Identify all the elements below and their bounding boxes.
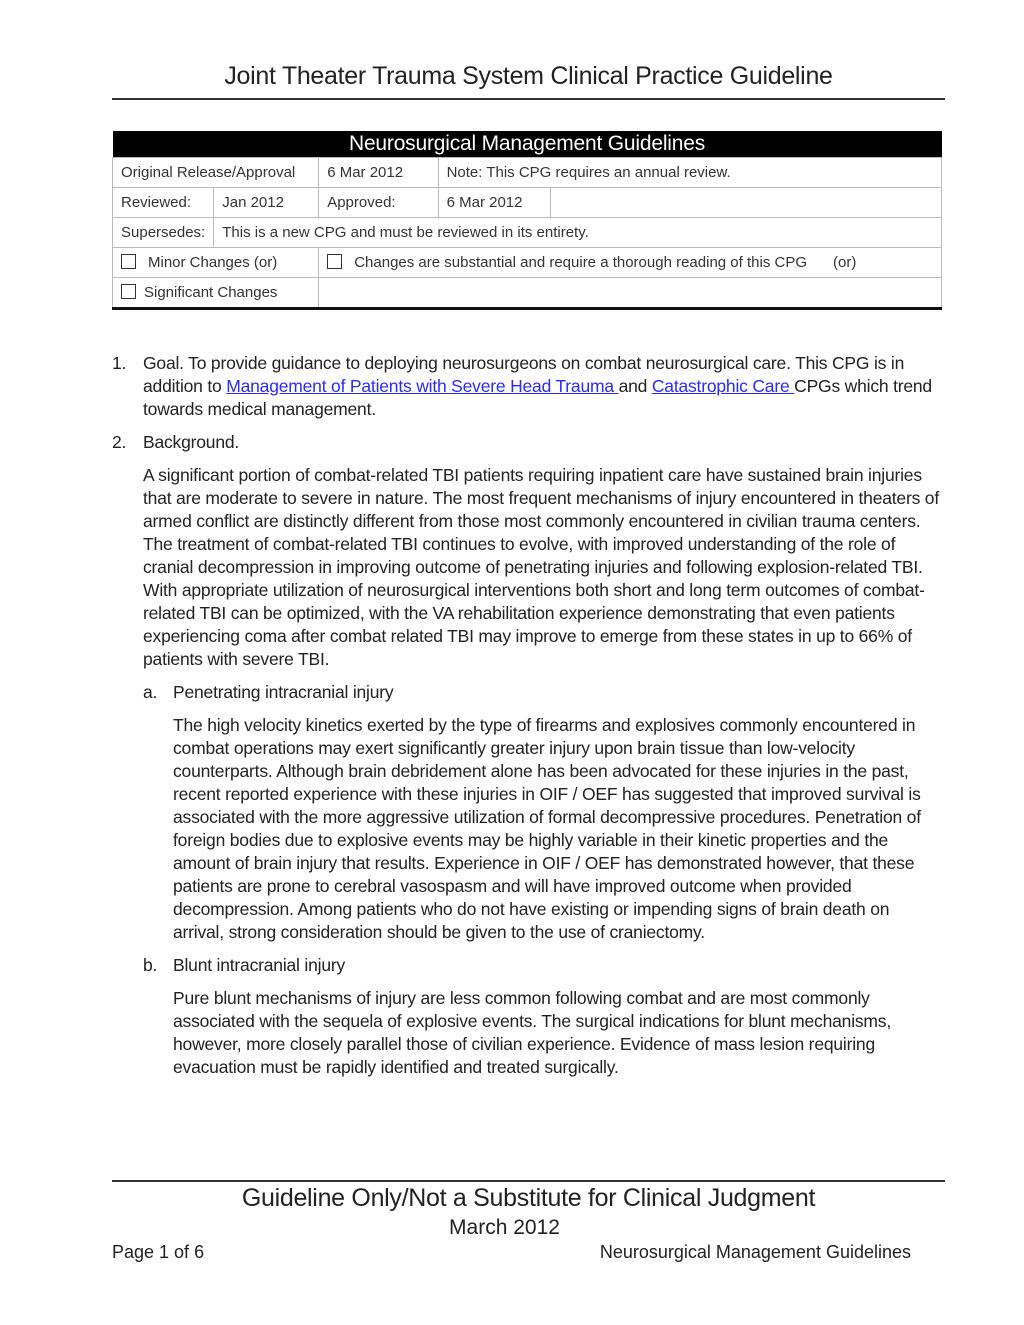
penetrating-heading: Penetrating intracranial injury: [173, 682, 394, 702]
minor-changes-checkbox[interactable]: [121, 254, 136, 269]
original-release-value: 6 Mar 2012: [319, 158, 438, 188]
subsection-penetrating: [112, 681, 942, 704]
annual-review-note: Note: This CPG requires an annual review.: [438, 158, 941, 188]
section-number: 2.: [112, 432, 127, 452]
header-divider: [112, 98, 945, 100]
page-header-title: Joint Theater Trauma System Clinical Practice Guideline: [224, 62, 833, 90]
substantial-changes-label: Changes are substantial and require a thorough reading of this CPG: [354, 254, 807, 271]
footer-date: March 2012: [449, 1216, 560, 1239]
significant-changes-label: Significant Changes: [144, 284, 278, 301]
document-body: [112, 352, 942, 1079]
background-heading: Background.: [143, 432, 240, 452]
approved-value: 6 Mar 2012: [438, 188, 551, 218]
footer-disclaimer: Guideline Only/Not a Substitute for Clinical Judgment: [241, 1184, 816, 1212]
minor-changes-label: Minor Changes (or): [148, 254, 278, 271]
substantial-changes-option[interactable]: [319, 248, 942, 278]
cpg-info-table: [112, 131, 942, 310]
section-background: [112, 431, 942, 454]
blunt-heading: Blunt intracranial injury: [173, 955, 346, 975]
significant-changes-checkbox[interactable]: [121, 284, 136, 299]
goal-text-after: CPGs which trend towards medical management.: [143, 376, 932, 419]
severe-head-trauma-link[interactable]: Management of Patients with Severe Head Trauma: [226, 376, 619, 396]
page-number: Page 1 of 6: [112, 1242, 205, 1262]
empty-cell: [319, 278, 942, 309]
section-goal: [112, 352, 942, 421]
empty-cell: [551, 188, 942, 218]
catastrophic-care-link[interactable]: Catastrophic Care: [651, 376, 795, 396]
section-number: 1.: [112, 353, 127, 373]
goal-text-before: Goal. To provide guidance to deploying neurosurgeons on combat neurosurgical care. This CPG is in addition to: [143, 353, 905, 396]
reviewed-value: Jan 2012: [214, 188, 319, 218]
significant-changes-option[interactable]: [113, 278, 319, 309]
supersedes-label: Supersedes:: [113, 218, 214, 248]
reviewed-label: Reviewed:: [113, 188, 214, 218]
subsection-letter: a.: [143, 682, 158, 702]
approved-label: Approved:: [319, 188, 438, 218]
supersedes-value: This is a new CPG and must be reviewed in its entirety.: [214, 218, 942, 248]
info-table-title: Neurosurgical Management Guidelines: [113, 131, 942, 158]
blunt-paragraph: Pure blunt mechanisms of injury are less common following combat and are most commonly associated with the sequela of explosive events. The surgical indications for blunt mechanisms, however, more closely parallel those of civilian experience. Evidence of mass lesion requiring evacuation must be rapidly identified and treated surgically.: [173, 988, 892, 1077]
goal-text-middle: and: [618, 376, 652, 396]
minor-changes-option[interactable]: [113, 248, 319, 278]
footer-doc-title: Neurosurgical Management Guidelines: [599, 1242, 911, 1262]
background-paragraph: A significant portion of combat-related TBI patients requiring inpatient care have sustained brain injuries that are moderate to severe in nature. The most frequent mechanisms of injury encountered in theaters of armed conflict are distinctly different from those most commonly encountered in civilian trauma centers. The treatment of combat-related TBI continues to evolve, with improved understanding of the role of cranial decompression in improving outcome of penetrating injuries and following explosion-related TBI. With appropriate utilization of neurosurgical interventions both short and long term outcomes of combat-related TBI can be optimized, with the VA rehabilitation experience demonstrating that even patients experiencing coma after combat related TBI may improve to emerge from these states in up to 66% of patients with severe TBI.: [143, 465, 939, 669]
substantial-or-label: (or): [833, 254, 857, 271]
subsection-letter: b.: [143, 955, 158, 975]
substantial-changes-checkbox[interactable]: [327, 254, 342, 269]
footer-divider: [112, 1180, 945, 1182]
original-release-label: Original Release/Approval: [113, 158, 319, 188]
penetrating-paragraph: The high velocity kinetics exerted by the type of firearms and explosives commonly encountered in combat operations may exert significantly greater injury upon brain tissue than low-velocity counterparts. Although brain debridement alone has been advocated for these injuries in the past, recent reported experience with these injuries in OIF / OEF has suggested that improved survival is associated with the more aggressive utilization of formal decompressive procedures. Penetration of foreign bodies due to explosive events may be highly variable in their kinetic properties and the amount of brain injury that results. Experience in OIF / OEF has demonstrated however, that these patients are prone to cerebral vasospasm and will have improved outcome when provided decompression. Among patients who do not have existing or impending signs of brain death on arrival, strong consideration should be given to the use of craniectomy.: [173, 715, 921, 942]
subsection-blunt: [112, 954, 942, 977]
